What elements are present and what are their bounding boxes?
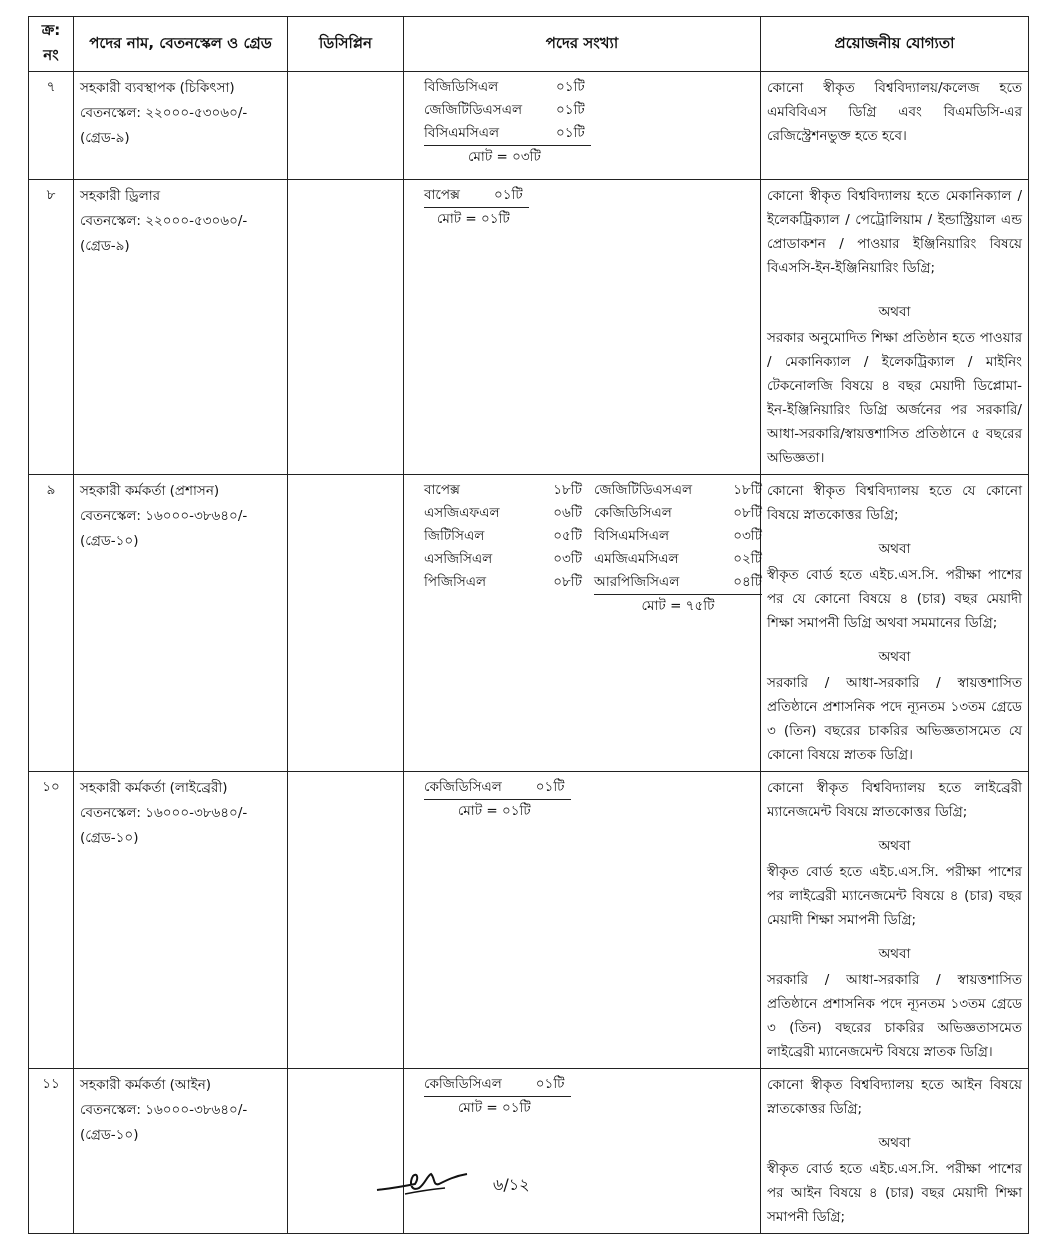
count-grid: [424, 479, 762, 618]
org-name: আরপিজিসিএল: [594, 574, 680, 590]
org-name: বিজিডিসিএল: [424, 79, 499, 95]
count-table: [424, 1073, 571, 1120]
header-row: [29, 17, 1029, 72]
qualification-text: কোনো স্বীকৃত বিশ্ববিদ্যালয় হতে মেকানিক্যাল / ইলেকট্রিক্যাল / পেট্রোলিয়াম / ইন্ডাস্ট্রিয়াল এন্ড প্রোডাকশন / পাওয়ার ইঞ্জিনিয়ারিং বিষয়ে বিএসসি-ইন-ইঞ্জিনিয়ারিং ডিগ্রি;: [767, 188, 1022, 276]
org-count: ০১টি: [535, 1076, 565, 1092]
count-total: মোট = ০১টি: [424, 1097, 571, 1121]
serial-no: ৮: [29, 180, 74, 475]
post-cell: [74, 180, 288, 475]
pay-scale: বেতনস্কেল: ২২০০০-৫৩০৬০/-: [80, 105, 248, 121]
post-title: সহকারী কর্মকর্তা (প্রশাসন): [80, 483, 220, 499]
pay-scale: বেতনস্কেল: ২২০০০-৫৩০৬০/-: [80, 213, 248, 229]
org-count: ০৪টি: [733, 574, 762, 590]
header-post: পদের নাম, বেতনস্কেল ও গ্রেড: [74, 17, 288, 72]
count-cell: [404, 180, 761, 475]
count-row: [594, 525, 762, 548]
post-cell: [74, 475, 288, 772]
table-row: [29, 72, 1029, 180]
count-col-right: [594, 479, 762, 618]
recruitment-table: [28, 16, 1029, 1234]
org-name: কেজিডিসিএল: [594, 505, 672, 521]
org-count: ০৮টি: [733, 505, 762, 521]
discipline-cell: [288, 72, 404, 180]
org-name: বাপেক্স: [424, 482, 460, 498]
org-name: বিসিএমসিএল: [594, 528, 670, 544]
serial-no: ৭: [29, 72, 74, 180]
discipline-cell: [288, 1069, 404, 1234]
qualification-text: সরকার অনুমোদিত শিক্ষা প্রতিষ্ঠান হতে পাওয়ার / মেকানিক্যাল / ইলেকট্রিক্যাল / মাইনিং টেকনোলজি বিষয়ে ৪ বছর মেয়াদী ডিপ্লোমা-ইন-ইঞ্জিনিয়ারিং ডিগ্রি অর্জনের পর সরকারি/আধা-সরকারি/স্বায়ত্তশাসিত প্রতিষ্ঠানে ৫ বছরের অভিজ্ঞতা।: [767, 330, 1022, 466]
page-footer: [0, 1168, 1054, 1196]
qualification-text: স্বীকৃত বোর্ড হতে এইচ.এস.সি. পরীক্ষা পাশের পর যে কোনো বিষয়ে ৪ (চার) বছর মেয়াদী শিক্ষা সমাপনী ডিগ্রি অথবা সমমানের ডিগ্রি;: [767, 567, 1022, 631]
post-title: সহকারী কর্মকর্তা (আইন): [80, 1077, 212, 1093]
qualification-cell: [761, 475, 1029, 772]
or-label: অথবা: [878, 541, 911, 557]
count-row: [424, 479, 582, 502]
org-count: ০১টি: [556, 79, 585, 95]
count-total: মোট = ০১টি: [424, 800, 571, 824]
pay-scale: বেতনস্কেল: ১৬০০০-৩৮৬৪০/-: [80, 1102, 248, 1118]
org-count: ০১টি: [493, 187, 523, 203]
org-count: ০৫টি: [553, 528, 582, 544]
org-count: ০৩টি: [733, 528, 762, 544]
org-name: জেজিটিডিএসএল: [424, 102, 523, 118]
discipline-cell: [288, 772, 404, 1069]
count-cell: [404, 772, 761, 1069]
count-total: মোট = ০১টি: [424, 208, 529, 232]
header-count: পদের সংখ্যা: [404, 17, 761, 72]
org-name: এসজিএফএল: [424, 505, 500, 521]
org-count: ০৩টি: [553, 551, 582, 567]
count-cell: [404, 475, 761, 772]
or-label: অথবা: [878, 649, 911, 665]
count-row: [594, 479, 762, 502]
org-count: ০৮টি: [553, 574, 582, 590]
discipline-cell: [288, 475, 404, 772]
table-row: [29, 772, 1029, 1069]
post-cell: [74, 1069, 288, 1234]
qualification-cell: [761, 772, 1029, 1069]
count-row: [424, 502, 582, 525]
table-row: [29, 180, 1029, 475]
header-qualification: প্রয়োজনীয় যোগ্যতা: [761, 17, 1029, 72]
count-cell: [404, 72, 761, 180]
or-label: অথবা: [878, 304, 911, 320]
count-row: [424, 525, 582, 548]
qualification-cell: [761, 180, 1029, 475]
post-title: সহকারী ড্রিলার: [80, 188, 161, 204]
qualification-cell: [761, 72, 1029, 180]
count-row: [594, 571, 762, 594]
org-count: ০১টি: [556, 125, 585, 141]
count-cell: [404, 1069, 761, 1234]
count-row: [424, 571, 582, 594]
pay-scale: বেতনস্কেল: ১৬০০০-৩৮৬৪০/-: [80, 508, 248, 524]
org-count: ০৬টি: [553, 505, 582, 521]
org-name: কেজিডিসিএল: [424, 779, 502, 795]
org-name: জেজিটিডিএসএল: [594, 482, 693, 498]
org-count: ১৮টি: [553, 482, 582, 498]
qualification-text: সরকারি / আধা-সরকারি / স্বায়ত্তশাসিত প্রতিষ্ঠানে প্রশাসনিক পদে ন্যূনতম ১৩তম গ্রেডে ৩ (তিন) বছরের চাকরির অভিজ্ঞতাসমেত যে কোনো বিষয়ে স্নাতক ডিগ্রি।: [767, 675, 1022, 763]
count-table: [424, 776, 571, 823]
count-table: [424, 184, 529, 231]
header-discipline: ডিসিপ্লিন: [288, 17, 404, 72]
qualification-cell: [761, 1069, 1029, 1234]
page-number: ৬/১২: [493, 1175, 530, 1194]
qualification-text: কোনো স্বীকৃত বিশ্ববিদ্যালয় হতে আইন বিষয়ে স্নাতকোত্তর ডিগ্রি;: [767, 1077, 1022, 1117]
or-label: অথবা: [878, 1135, 911, 1151]
grade: (গ্রেড-১০): [80, 830, 139, 846]
org-name: জিটিসিএল: [424, 528, 485, 544]
org-count: ০২টি: [733, 551, 762, 567]
pay-scale: বেতনস্কেল: ১৬০০০-৩৮৬৪০/-: [80, 805, 248, 821]
qualification-text: কোনো স্বীকৃত বিশ্ববিদ্যালয় হতে লাইব্রেরী ম্যানেজমেন্ট বিষয়ে স্নাতকোত্তর ডিগ্রি;: [767, 780, 1022, 820]
table-row: [29, 1069, 1029, 1234]
count-table: [424, 76, 591, 169]
qualification-text: সরকারি / আধা-সরকারি / স্বায়ত্তশাসিত প্রতিষ্ঠানে প্রশাসনিক পদে ন্যূনতম ১৩তম গ্রেডে ৩ (তিন) বছরের চাকরির অভিজ্ঞতাসমেত লাইব্রেরী ম্যানেজমেন্ট বিষয়ে স্নাতক ডিগ্রি।: [767, 972, 1022, 1060]
grade: (গ্রেড-১০): [80, 533, 139, 549]
post-cell: [74, 772, 288, 1069]
org-count: ০১টি: [556, 102, 585, 118]
serial-no: ১১: [29, 1069, 74, 1234]
qualification-text: স্বীকৃত বোর্ড হতে এইচ.এস.সি. পরীক্ষা পাশের পর লাইব্রেরী ম্যানেজমেন্ট বিষয়ে ৪ (চার) বছর মেয়াদী শিক্ষা সমাপনী ডিগ্রি;: [767, 864, 1022, 928]
org-name: বাপেক্স: [424, 187, 460, 203]
signature-icon: [375, 1168, 475, 1196]
count-row: [424, 548, 582, 571]
qualification-text: স্বীকৃত বোর্ড হতে এইচ.এস.সি. পরীক্ষা পাশের পর আইন বিষয়ে ৪ (চার) বছর মেয়াদী শিক্ষা সমাপনী ডিগ্রি;: [767, 1161, 1022, 1225]
qualification-text: কোনো স্বীকৃত বিশ্ববিদ্যালয়/কলেজ হতে এমবিবিএস ডিগ্রি এবং বিএমডিসি-এর রেজিস্ট্রেশনভুক্ত হতে হবে।: [767, 80, 1022, 144]
count-row: [594, 502, 762, 525]
post-cell: [74, 72, 288, 180]
header-sl: ক্র: নং: [29, 17, 74, 72]
org-name: পিজিসিএল: [424, 574, 487, 590]
count-total: মোট = ৭৫টি: [594, 594, 762, 618]
org-name: এমজিএমসিএল: [594, 551, 679, 567]
org-name: বিসিএমসিএল: [424, 125, 500, 141]
org-name: কেজিডিসিএল: [424, 1076, 502, 1092]
serial-no: ১০: [29, 772, 74, 1069]
grade: (গ্রেড-৯): [80, 238, 130, 254]
table-row: [29, 475, 1029, 772]
serial-no: ৯: [29, 475, 74, 772]
qualification-text: কোনো স্বীকৃত বিশ্ববিদ্যালয় হতে যে কোনো বিষয়ে স্নাতকোত্তর ডিগ্রি;: [767, 483, 1022, 523]
or-label: অথবা: [878, 838, 911, 854]
count-total: মোট = ০৩টি: [424, 146, 591, 170]
org-count: ১৮টি: [733, 482, 762, 498]
post-title: সহকারী ব্যবস্থাপক (চিকিৎসা): [80, 80, 235, 96]
post-title: সহকারী কর্মকর্তা (লাইব্রেরী): [80, 780, 228, 796]
count-row: [594, 548, 762, 571]
org-name: এসজিসিএল: [424, 551, 493, 567]
discipline-cell: [288, 180, 404, 475]
grade: (গ্রেড-১০): [80, 1127, 139, 1143]
count-col-left: [424, 479, 582, 618]
or-label: অথবা: [878, 946, 911, 962]
org-count: ০১টি: [535, 779, 565, 795]
grade: (গ্রেড-৯): [80, 130, 130, 146]
